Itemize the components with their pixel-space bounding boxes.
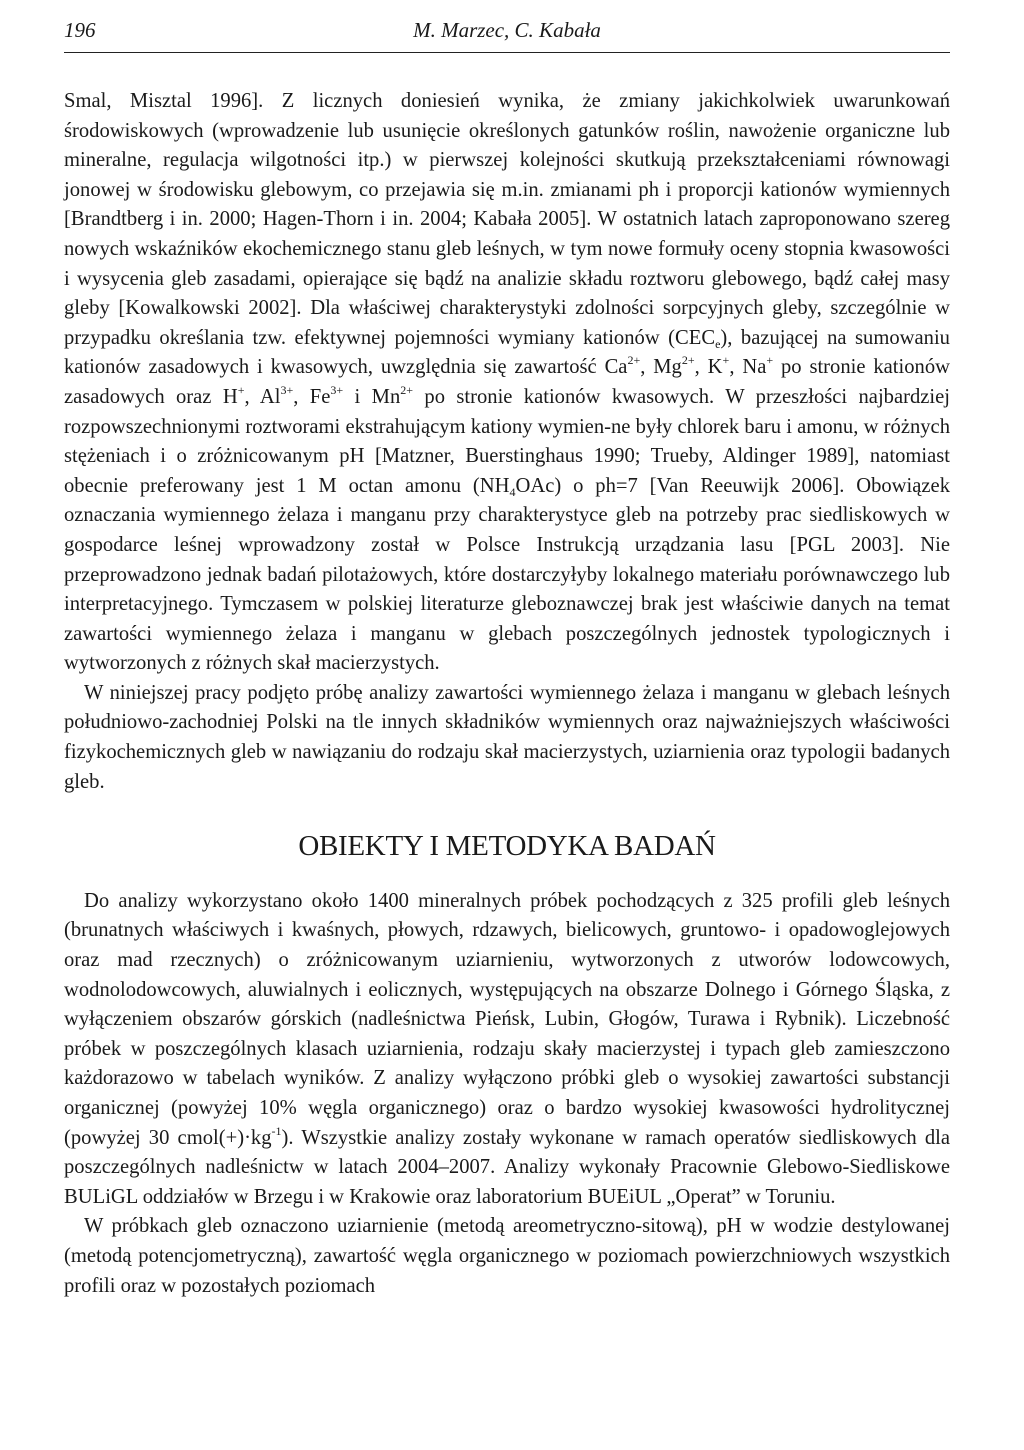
section-heading: OBIEKTY I METODYKA BADAŃ [298,830,716,863]
body-text [64,87,950,1301]
header-rule [64,52,950,53]
methods-paragraph-2: W próbkach gleb oznaczono uziarnienie (metodą areometryczno-sitową), pH w wodzie destylowanej (metodą potencjometryczną), zawartość węgla organicznego w poziomach powierzchniowych wszystkich profili oraz w pozostałych poziomach [64,1215,950,1297]
running-head-authors: M. Marzec, C. Kabała [413,18,601,42]
intro-paragraph-1: Smal, Misztal 1996]. Z licznych doniesień wynika, że zmiany jakichkolwiek uwarunkowań środowiskowych (wprowadzenie lub usunięcie określonych gatunków roślin, nawożenie organiczne lub mineralne, regulacja wilgotności itp.) w pierwszej kolejności skutkują przekształceniami równowagi jonowej w środowisku glebowym, co przejawia się m.in. zmianami ph i proporcji kationów wymiennych [Brandtberg i in. 2000; Hagen-Thorn i in. 2004; Kabała 2005]. W ostatnich latach zaproponowano szereg nowych wskaźników ekochemicznego stanu gleb leśnych, w tym nowe formuły oceny stopnia kwasowości i wysycenia gleb zasadami, opierające się bądź na analizie składu roztworu glebowego, bądź całej masy gleby [Kowalkowski 2002]. Dla właściwej charakterystyki zdolności sorpcyjnych gleby, szczególnie w przypadku określania tzw. efektywnej pojemności wymiany kationów $(CEC_e)$, bazującej na sumowaniu kationów zasadowych i kwasowych, uwzględnia się zawartość $Ca^{2+}$, $Mg^{2+}$, K+, Na+ po stronie kationów zasadowych oraz H+, $Al^{3+}$, $Fe^{3+}$ i $Mn^{2+}$ po stronie kationów kwasowych. W przeszłości najbardziej rozpowszechnionymi roztworami ekstrahującym kationy wymien-ne były chlorek baru i amonu, w różnych stężeniach i o zróżnicowanym pH [Matzner, Buerstinghaus 1990; Trueby, Aldinger 1989], natomiast obecnie preferowany jest 1 M octan amonu $(NH_4OAc)$ o ph=7 [Van Reeuwijk 2006]. Obowiązek oznaczania wymiennego żelaza i manganu przy charakterystyce gleb na potrzeby prac siedliskowych w gospodarce leśnej wprowadzony został w Polsce Instrukcją urządzania lasu [PGL 2003]. Nie przeprowadzono jednak badań pilotażowych, które dostarczyłyby lokalnego materiału porównawczego lub interpretacyjnego. Tymczasem w polskiej literaturze gleboznawczej brak jest właściwie danych na temat zawartości wymiennego żelaza i manganu w glebach poszczególnych jednostek typologicznych i wytworzonych z różnych skał macierzystych. [64,90,951,675]
methods-paragraph-1: Do analizy wykorzystano około 1400 mineralnych próbek pochodzących z 325 profili gleb leśnych (brunatnych właściwych i kwaśnych, płowych, rdzawych, bielicowych, gruntowo- i opadowoglejowych oraz mad rzecznych) o zróżnicowanym uziarnieniu, wytworzonych z utworów lodowcowych, wodnolodowcowych, aluwialnych i eolicznych, występujących na obszarze Dolnego i Górnego Śląska, z wyłączeniem obszarów górskich (nadleśnictwa Pieńsk, Lubin, Głogów, Turawa i Rybnik). Liczebność próbek w poszczególnych klasach uziarnienia, rodzaju skały macierzystej i typach gleb zamieszczono każdorazowo w tabelach wyników. Z analizy wyłączono próbki gleb o wysokiej zawartości substancji organicznej (powyżej 10% węgla organicznego) oraz o bardzo wysokiej kwasowości hydrolitycznej (powyżej 30 $cmol(+)\cdot kg^{-1}$). Wszystkie analizy zostały wykonane w ramach operatów siedliskowych dla poszczególnych nadleśnictw w latach 2004–2007. Analizy wykonały Pracownie Glebowo-Siedliskowe BULiGL oddziałów w Brzegu i w Krakowie oraz laboratorium BUEiUL „Operat” w Toruniu. [64,889,950,1208]
intro-paragraph-2: W niniejszej pracy podjęto próbę analizy zawartości wymiennego żelaza i manganu w glebach leśnych południowo-zachodniej Polski na tle innych składników wymiennych oraz najważniejszych właściwości fizykochemicznych gleb w nawiązaniu do rodzaju skał macierzystych, uziarnienia oraz typologii badanych gleb. [64,681,950,793]
page-number: 196 [64,18,96,42]
running-head [64,18,950,46]
page [64,18,950,1301]
